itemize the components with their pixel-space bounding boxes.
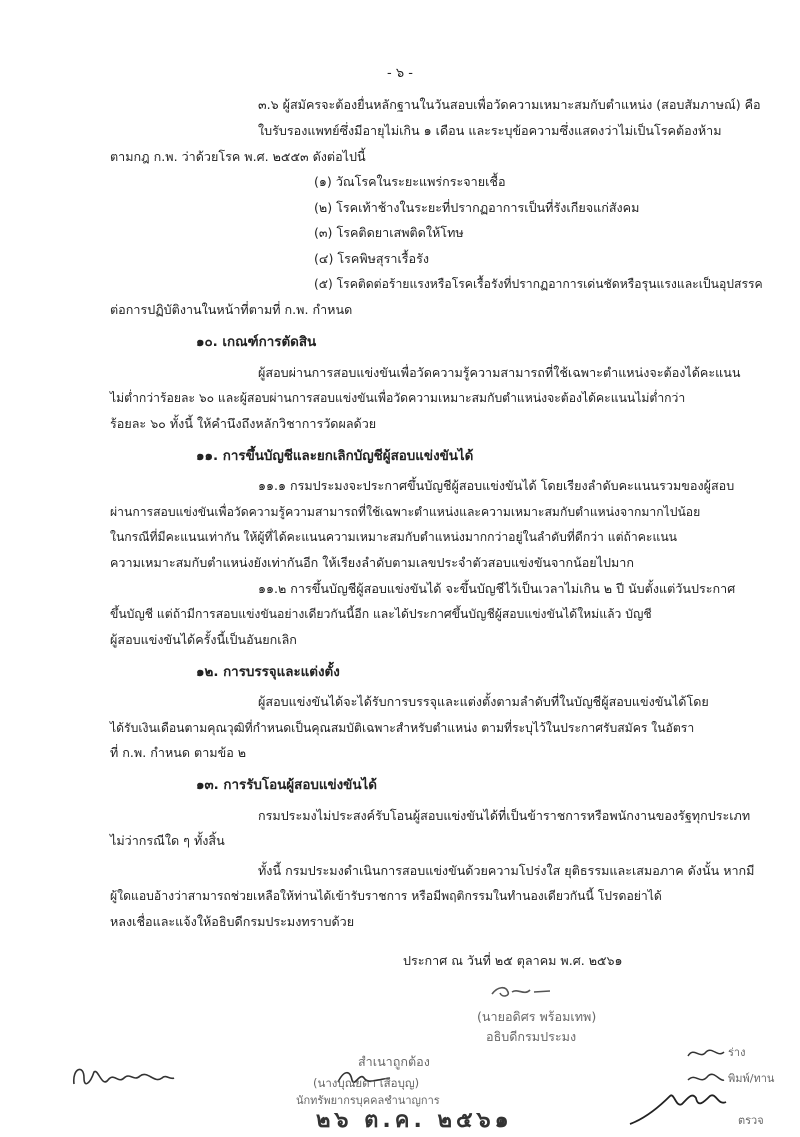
sec-13-line-2: ไม่ว่ากรณีใด ๆ ทั้งสิ้น [110,833,225,848]
sec-3-6-tail: ต่อการปฏิบัติงานในหน้าที่ตามที่ ก.พ. กำหนด [110,302,353,317]
sec-11-2-line-1: ๑๑.๒ การขึ้นบัญชีผู้สอบแข่งขันได้ จะขึ้นบัญชีไว้เป็นเวลาไม่เกิน ๒ ปี นับตั้งแต่วันประกาศ [258,581,736,596]
margin-note-checked: ตรวจ [738,1114,764,1127]
disease-item-2: (๒) โรคเท้าช้างในระยะที่ปรากฏอาการเป็นที่รังเกียจแก่สังคม [314,200,640,215]
sec-11-2-line-2: ขึ้นบัญชี แต่ถ้ามีการสอบแข่งขันอย่างเดียวกันนี้อีก และได้ประกาศขึ้นบัญชีผู้สอบแข่งขันได้ใหม่แล้ว บัญชี [110,607,652,621]
sec-11-heading: ๑๑. การขึ้นบัญชีและยกเลิกบัญชีผู้สอบแข่งขันได้ [196,449,474,464]
draft-initials [686,1044,726,1062]
closing-line-1: ทั้งนี้ กรมประมงดำเนินการสอบแข่งขันด้วยความโปร่งใส ยุติธรรมและเสมอภาค ดังนั้น หากมี [258,863,755,878]
certified-copy-label: สำเนาถูกต้อง [358,1054,430,1069]
director-signature [488,980,558,1004]
closing-line-3: หลงเชื่อและแจ้งให้อธิบดีกรมประมงทราบด้วย [110,914,355,929]
certifier-title: นักทรัพยากรบุคคลชำนาญการ [296,1094,440,1107]
sec-3-6-line-3: ตามกฎ ก.พ. ว่าด้วยโรค พ.ศ. ๒๕๕๓ ดังต่อไปนี้ [110,149,366,164]
sec-11-1-line-2: ผ่านการสอบแข่งขันเพื่อวัดความรู้ความสามารถที่ใช้เฉพาะตำแหน่งและความเหมาะสมกับตำแหน่งจากมากไปน้อย [110,505,701,519]
signer-title: อธิบดีกรมประมง [486,1029,577,1044]
certifier-name: (นางบุณยดา เสือบุญ) [313,1076,420,1090]
sec-3-6-line-2: ใบรับรองแพทย์ซึ่งมีอายุไม่เกิน ๑ เดือน และระบุข้อความซึ่งแสดงว่าไม่เป็นโรคต้องห้าม [258,123,722,138]
closing-line-2: ผู้ใดแอบอ้างว่าสามารถช่วยเหลือให้ท่านได้เข้ารับราชการ หรือมีพฤติกรรมในทำนองเดียวกันนี้ โปรดอย่าได้ [110,889,662,903]
disease-item-5: (๕) โรคติดต่อร้ายแรงหรือโรคเรื้อรังที่ปรากฏอาการเด่นชัดหรือรุนแรงและเป็นอุปสรรค [314,277,763,291]
sec-13-heading: ๑๓. การรับโอนผู้สอบแข่งขันได้ [196,778,377,793]
sec-12-heading: ๑๒. การบรรจุและแต่งตั้ง [196,665,340,680]
page-number: - ๖ - [387,66,413,81]
typist-initials [686,1070,726,1088]
left-handwritten-signature [68,1058,178,1098]
sec-12-line-3: ที่ ก.พ. กำหนด ตามข้อ ๒ [110,745,247,760]
sec-11-1-line-1: ๑๑.๑ กรมประมงจะประกาศขึ้นบัญชีผู้สอบแข่งขันได้ โดยเรียงลำดับคะแนนรวมของผู้สอบ [258,478,735,493]
sec-13-line-1: กรมประมงไม่ประสงค์รับโอนผู้สอบแข่งขันได้ที่เป็นข้าราชการหรือพนักงานของรัฐทุกประเภท [258,808,751,823]
margin-note-draft: ร่าง [728,1046,746,1059]
sec-10-line-2: ไม่ต่ำกว่าร้อยละ ๖๐ และผู้สอบผ่านการสอบแข่งขันเพื่อวัดความเหมาะสมกับตำแหน่งจะต้องได้คะแนนไม่ต่ำกว่า [110,391,686,405]
sec-10-heading: ๑๐. เกณฑ์การตัดสิน [196,335,317,350]
disease-item-3: (๓) โรคติดยาเสพติดให้โทษ [314,225,464,240]
sec-11-2-line-3: ผู้สอบแข่งขันได้ครั้งนี้เป็นอันยกเลิก [110,632,297,647]
stamp-date: ๒๖ ต.ค. ๒๕๖๑ [316,1108,513,1133]
sec-11-1-line-3: ในกรณีที่มีคะแนนเท่ากัน ให้ผู้ที่ได้คะแนนความเหมาะสมกับตำแหน่งมากกว่าอยู่ในลำดับที่ดีกว่า แต่ถ้าคะแนน [110,530,677,544]
sec-12-line-1: ผู้สอบแข่งขันได้จะได้รับการบรรจุและแต่งตั้งตามลำดับที่ในบัญชีผู้สอบแข่งขันได้โดย [258,694,709,709]
sec-12-line-2: ได้รับเงินเดือนตามคุณวุฒิที่กำหนดเป็นคุณสมบัติเฉพาะสำหรับตำแหน่ง ตามที่ระบุไว้ในประกาศรับสมัคร ในอัตรา [110,721,695,735]
checker-signature [626,1088,736,1128]
announce-date: ประกาศ ณ วันที่ ๒๕ ตุลาคม พ.ศ. ๒๕๖๑ [403,953,623,968]
margin-note-typed: พิมพ์/ทาน [728,1072,775,1085]
disease-item-1: (๑) วัณโรคในระยะแพร่กระจายเชื้อ [314,174,506,189]
disease-item-4: (๔) โรคพิษสุราเรื้อรัง [314,251,429,266]
sec-11-1-line-4: ความเหมาะสมกับตำแหน่งยังเท่ากันอีก ให้เรียงลำดับตามเลขประจำตัวสอบแข่งขันจากน้อยไปมาก [110,555,634,570]
signer-name: (นายอดิศร พร้อมเทพ) [477,1009,597,1024]
sec-10-line-3: ร้อยละ ๖๐ ทั้งนี้ ให้คำนึงถึงหลักวิชาการวัดผลด้วย [110,416,377,431]
sec-3-6-line-1: ๓.๖ ผู้สมัครจะต้องยื่นหลักฐานในวันสอบเพื่อวัดความเหมาะสมกับตำแหน่ง (สอบสัมภาษณ์) คือ [258,97,761,112]
sec-10-line-1: ผู้สอบผ่านการสอบแข่งขันเพื่อวัดความรู้ความสามารถที่ใช้เฉพาะตำแหน่งจะต้องได้คะแนน [258,365,741,380]
